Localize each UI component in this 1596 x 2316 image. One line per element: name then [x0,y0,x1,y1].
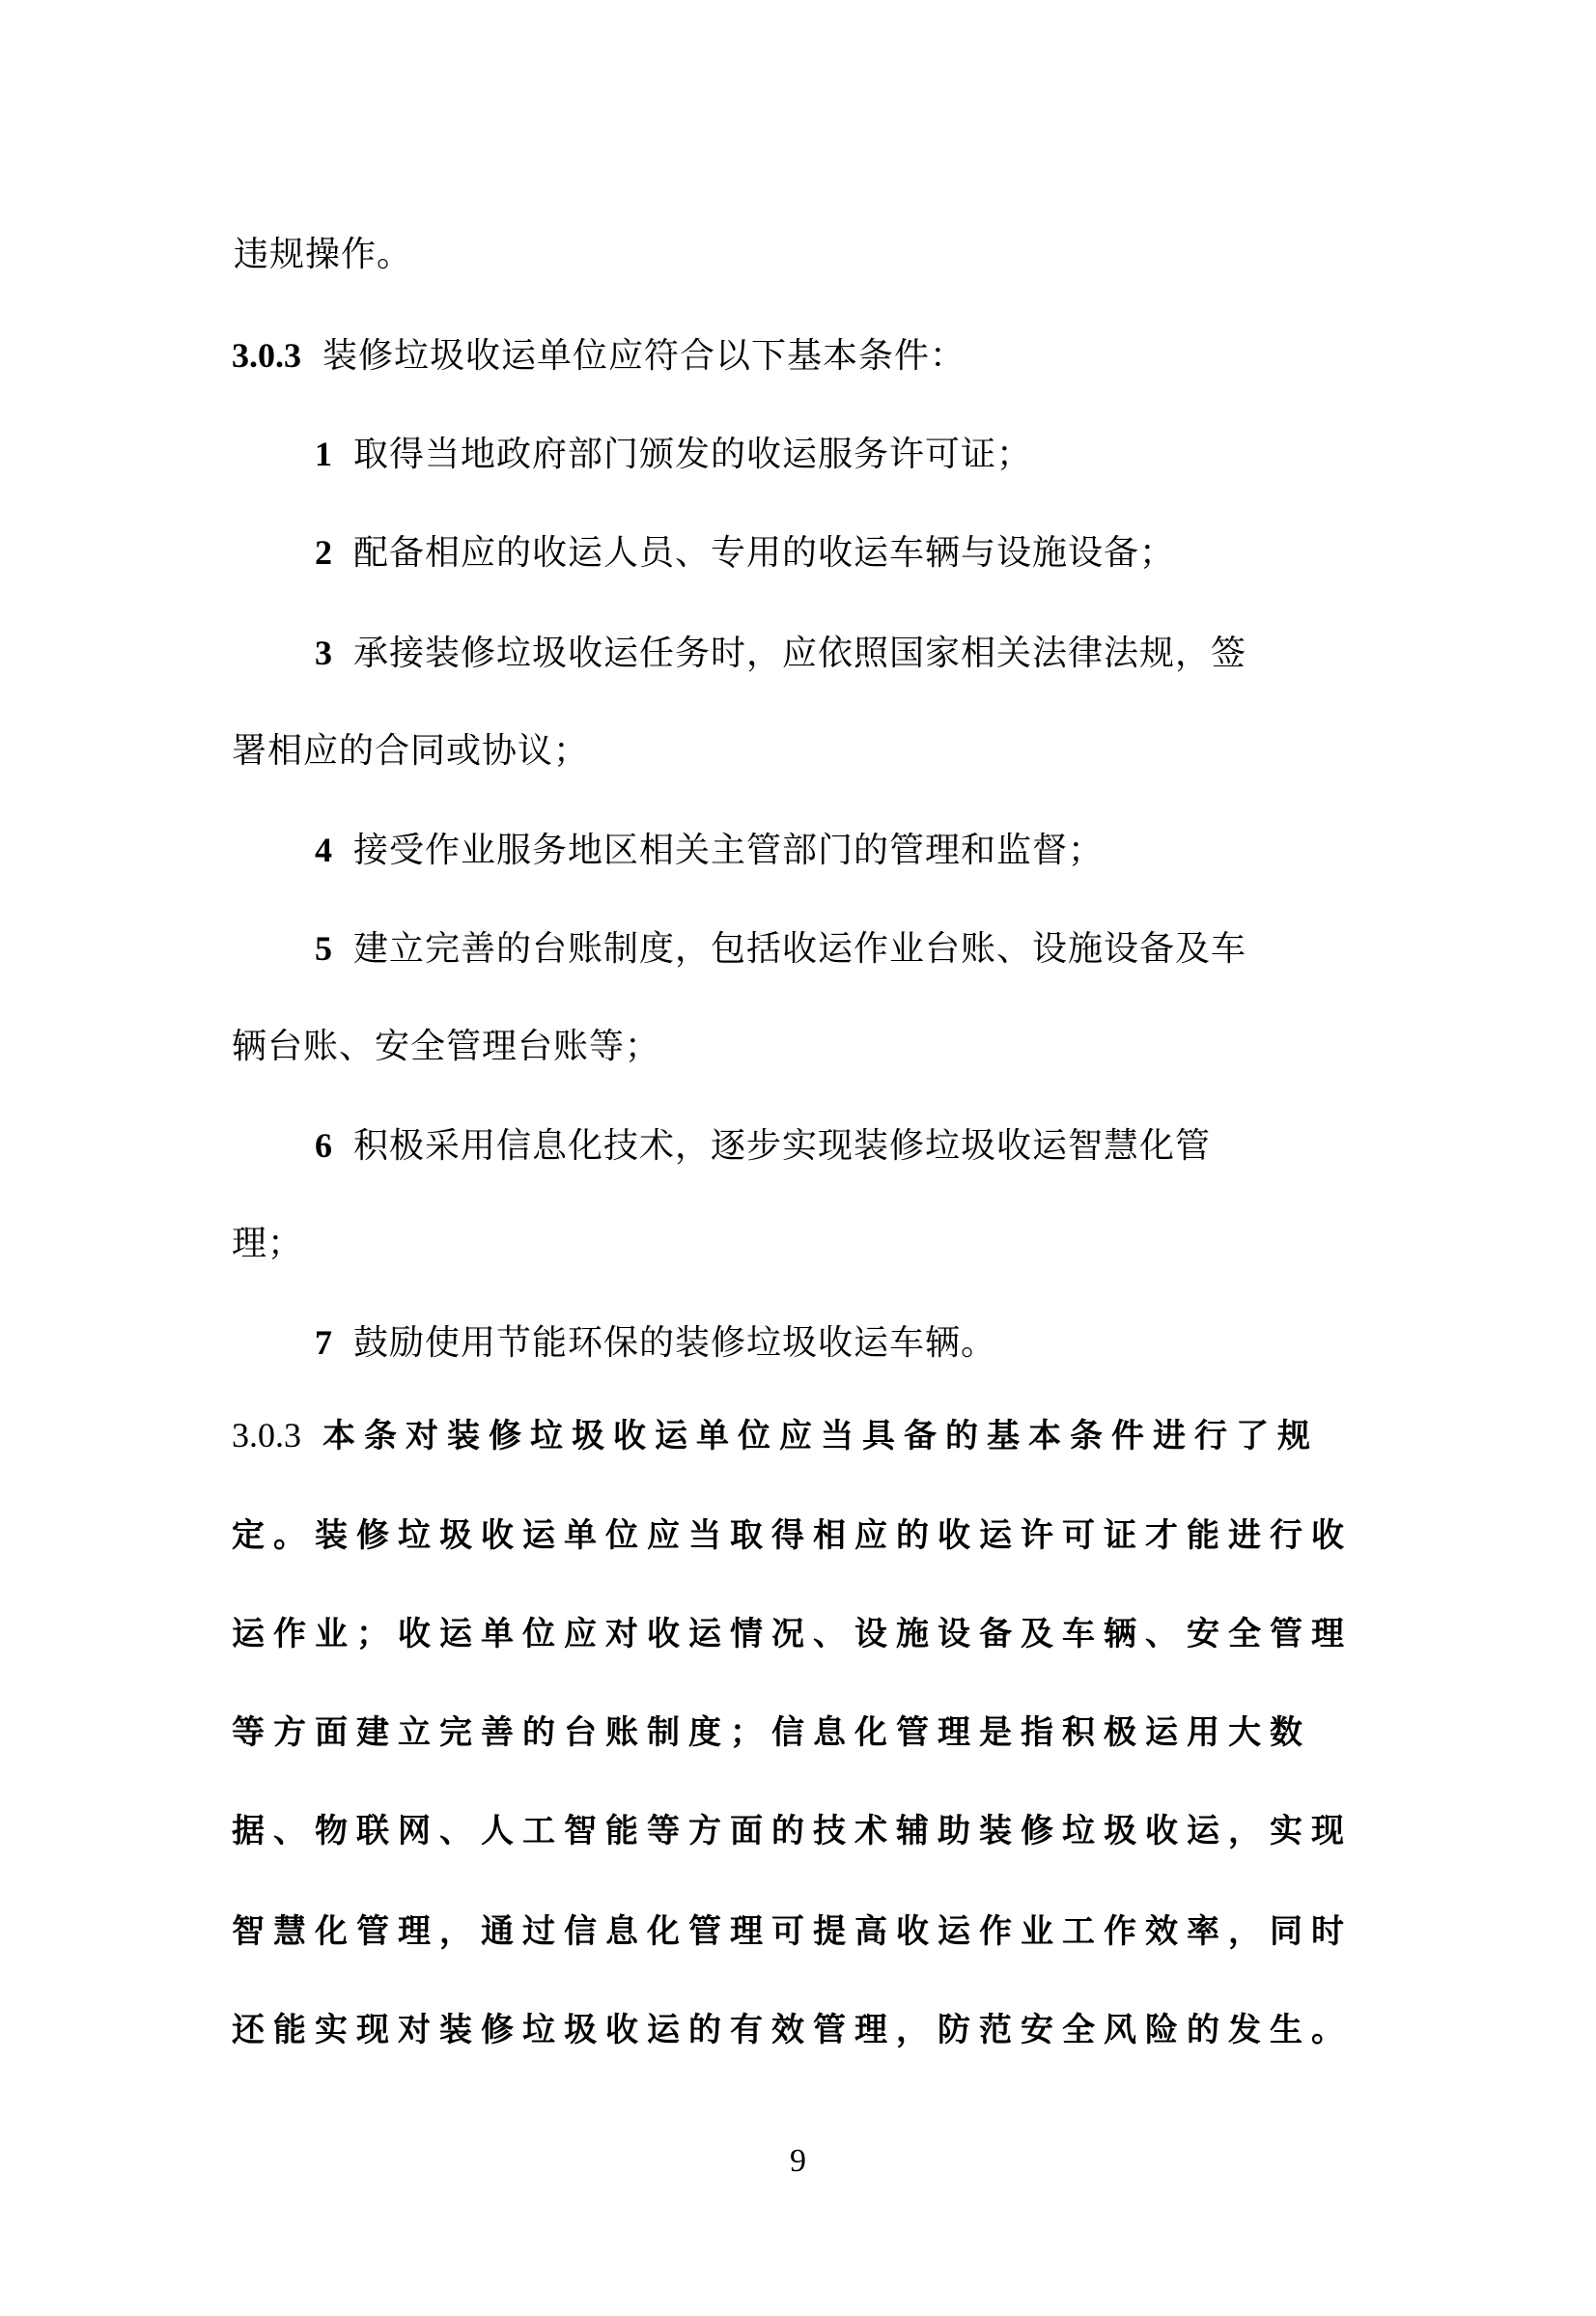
item-number: 4 [315,831,332,869]
item-text: 承接装修垃圾收运任务时，应依照国家相关法律法规，签 [353,634,1247,673]
item-number: 1 [315,435,332,473]
item-text: 配备相应的收运人员、专用的收运车辆与设施设备； [353,533,1176,573]
item-text: 鼓励使用节能环保的装修垃圾收运车辆。 [353,1323,997,1363]
commentary-number: 3.0.3 [232,1416,301,1455]
item-number: 5 [315,929,332,968]
item-text: 取得当地政府部门颁发的收运服务许可证； [353,435,1033,474]
list-item-6 [315,1122,1211,1169]
clause-number: 3.0.3 [232,336,301,375]
commentary-line-1 [232,1412,1319,1458]
clause-heading [232,332,966,379]
list-item-4 [315,827,1104,873]
list-item-5 [315,925,1246,972]
list-item-5-continuation: 辆台账、安全管理台账等； [232,1027,661,1066]
item-text: 建立完善的台账制度，包括收运作业台账、设施设备及车 [353,929,1247,969]
list-item-6-continuation: 理； [232,1224,304,1263]
list-item-2 [315,529,1175,576]
commentary-text: 本条对装修垃圾收运单位应当具备的基本条件进行了规 [322,1417,1319,1455]
page-number: 9 [790,2143,806,2179]
commentary-line-2: 定。装修垃圾收运单位应当取得相应的收运许可证才能进行收 [232,1516,1353,1555]
item-text: 接受作业服务地区相关主管部门的管理和监督； [353,831,1105,870]
list-item-7 [315,1319,996,1366]
commentary-line-4: 等方面建立完善的台账制度；信息化管理是指积极运用大数 [232,1713,1311,1752]
commentary-line-7: 还能实现对装修垃圾收运的有效管理，防范安全风险的发生。 [232,2011,1353,2049]
item-number: 7 [315,1323,332,1362]
item-number: 3 [315,634,332,672]
clause-text: 装修垃圾收运单位应符合以下基本条件： [322,336,966,376]
list-item-3-continuation: 署相应的合同或协议； [232,731,590,771]
item-number: 6 [315,1126,332,1165]
list-item-3 [315,630,1246,676]
continuation-line: 违规操作。 [234,235,413,274]
list-item-1 [315,431,1032,477]
item-text: 积极采用信息化技术，逐步实现装修垃圾收运智慧化管 [353,1126,1212,1166]
commentary-line-6: 智慧化管理，通过信息化管理可提高收运作业工作效率，同时 [232,1912,1353,1951]
commentary-line-3: 运作业；收运单位应对收运情况、设施设备及车辆、安全管理 [232,1615,1353,1653]
item-number: 2 [315,533,332,572]
commentary-line-5: 据、物联网、人工智能等方面的技术辅助装修垃圾收运，实现 [232,1812,1353,1850]
